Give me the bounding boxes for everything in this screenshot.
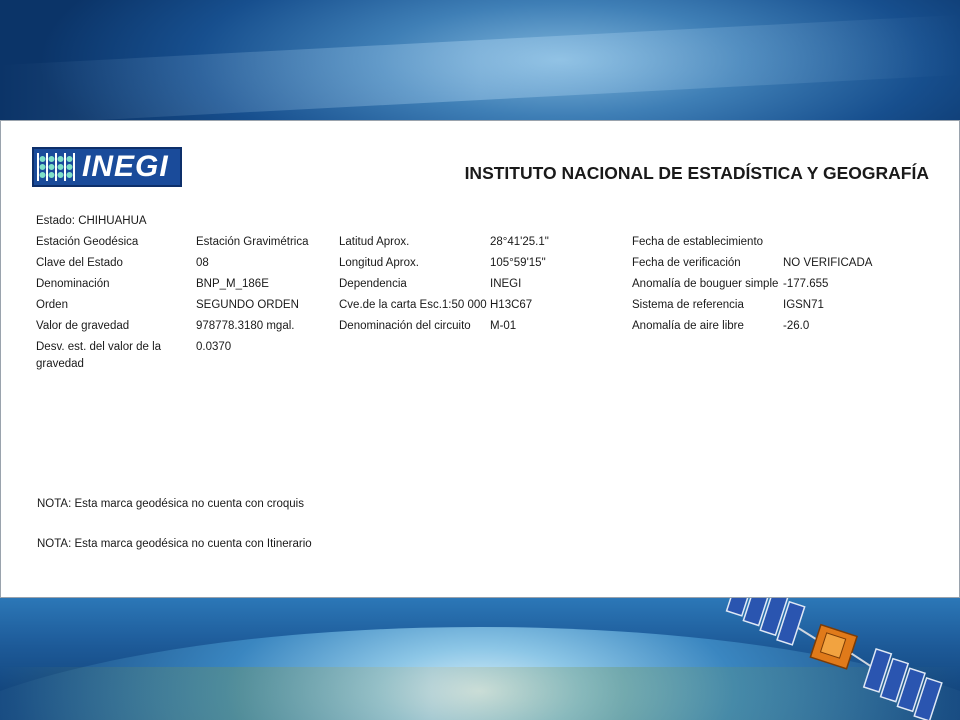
note-croquis: NOTA: Esta marca geodésica no cuenta con croquis: [37, 498, 304, 510]
col3-label: Fecha de verificación: [632, 257, 741, 269]
col1-label: Valor de gravedad: [36, 320, 130, 332]
col2-label: Cve.de la carta Esc.1:50 000: [339, 299, 487, 311]
col3-label: Sistema de referencia: [632, 299, 744, 311]
col3-value: IGSN71: [783, 299, 824, 311]
geodetic-station-sheet: [0, 120, 960, 598]
col3-label: Fecha de establecimiento: [632, 236, 764, 248]
col1-value: 0.0370: [196, 341, 232, 353]
abacus-icon: [34, 151, 78, 183]
col1-value: SEGUNDO ORDEN: [196, 299, 299, 311]
col2-label: Dependencia: [339, 278, 407, 290]
col1-label: Estación Geodésica: [36, 236, 139, 248]
col2-value: H13C67: [490, 299, 533, 311]
col2-label: Denominación del circuito: [339, 320, 471, 332]
col1-label: Denominación: [36, 278, 110, 290]
col1-value: BNP_M_186E: [196, 278, 269, 290]
col3-value: -177.655: [783, 278, 829, 290]
col1-value: 08: [196, 257, 209, 269]
satellite-icon: [700, 595, 960, 720]
col2-label: Longitud Aprox.: [339, 257, 419, 269]
col2-value: 28°41'25.1": [490, 236, 549, 248]
col3-label: Anomalía de aire libre: [632, 320, 744, 332]
col1-value: Estación Gravimétrica: [196, 236, 309, 248]
col3-value: NO VERIFICADA: [783, 257, 873, 269]
inegi-logo: [32, 147, 182, 187]
col1-label: Orden: [36, 299, 68, 311]
col1-value: 978778.3180 mgal.: [196, 320, 295, 332]
col3-value: -26.0: [783, 320, 810, 332]
col2-label: Latitud Aprox.: [339, 236, 410, 248]
col2-value: INEGI: [490, 278, 522, 290]
banner-light-streak: [0, 15, 960, 125]
col2-value: M-01: [490, 320, 517, 332]
top-banner: [0, 0, 960, 122]
col1-label: Clave del Estado: [36, 257, 123, 269]
note-itinerario: NOTA: Esta marca geodésica no cuenta con Itinerario: [37, 538, 312, 550]
estado-label: Estado: CHIHUAHUA: [36, 215, 147, 227]
col1-label: Desv. est. del valor de la gravedad: [36, 341, 162, 370]
col2-value: 105°59'15": [490, 257, 546, 269]
logo-wordmark: INEGI: [82, 150, 169, 183]
institute-title: INSTITUTO NACIONAL DE ESTADÍSTICA Y GEOGRAFÍA: [464, 163, 929, 183]
col3-label: Anomalía de bouguer simple: [632, 278, 779, 290]
